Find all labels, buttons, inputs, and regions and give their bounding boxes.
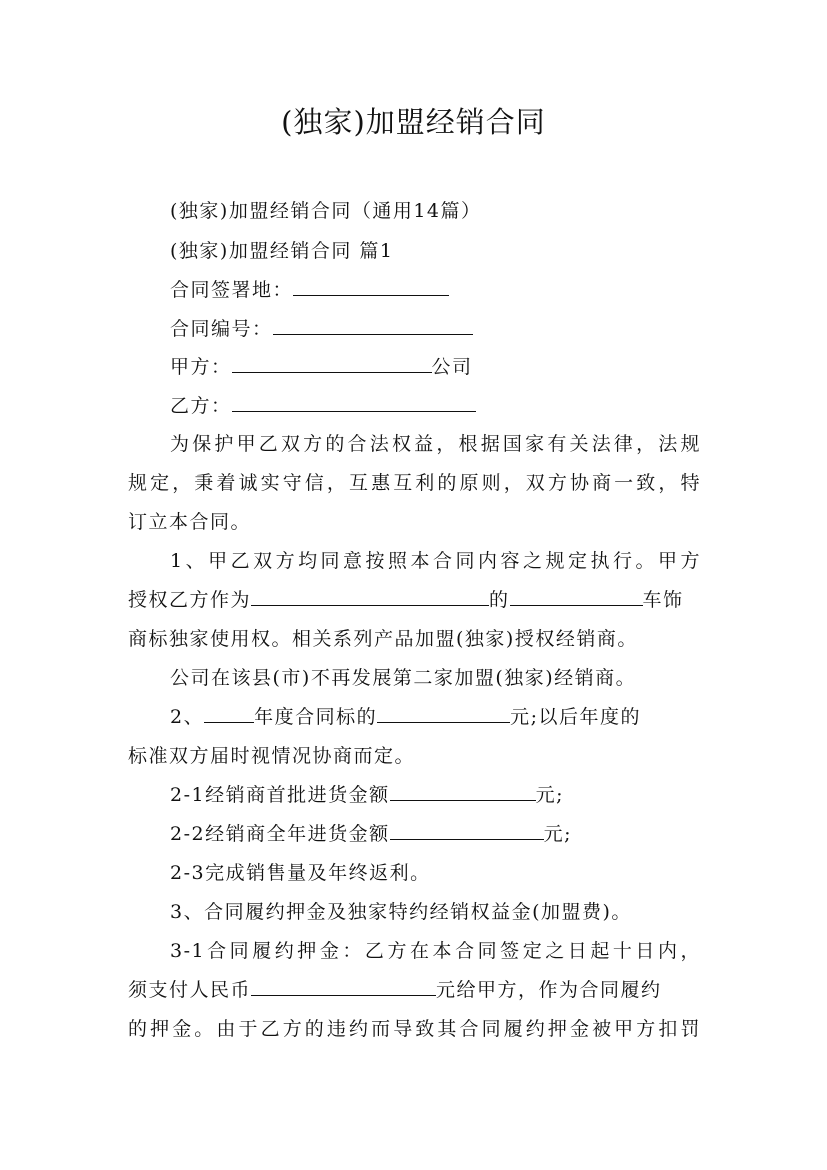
item1-line4: 公司在该县(市)不再发展第二家加盟(独家)经销商。 [170, 667, 637, 689]
section-heading: (独家)加盟经销合同 篇1 [170, 240, 394, 262]
item2-blank-1 [204, 704, 254, 723]
item1-line2-text-a: 授权乙方作为 [128, 589, 252, 611]
item3-1-text-a: 须支付人民币 [128, 979, 252, 1001]
document-title: (独家)加盟经销合同 [281, 105, 546, 139]
party-a-blank [232, 354, 432, 373]
sign-place-line [170, 275, 449, 305]
para1-line2: 规定，秉着诚实守信，互惠互利的原则，双方协商一致，特 [128, 472, 701, 494]
party-a-suffix: 公司 [431, 356, 473, 378]
item3-1-text-b: 元给甲方，作为合同履约 [436, 979, 662, 1001]
item2-2-text: 2-2经销商全年进货金额 [170, 823, 390, 845]
party-b-blank [232, 393, 476, 412]
item2-text-a: 2、 [170, 706, 205, 728]
party-a-line [170, 352, 473, 382]
item2-2-unit: 元; [543, 823, 573, 845]
para1-line1: 为保护甲乙双方的合法权益，根据国家有关法律，法规 [170, 433, 701, 455]
item3-1-blank [251, 977, 436, 996]
item3-line: 3、合同履约押金及独家特约经销权益金(加盟费)。 [170, 901, 632, 923]
item1-blank-2 [510, 587, 643, 606]
item2-line1 [170, 702, 641, 732]
item2-text-b: 年度合同标的 [254, 706, 378, 728]
party-b-line [170, 391, 476, 421]
sign-place-blank [293, 277, 449, 296]
item1-line1: 1、甲乙双方均同意按照本合同内容之规定执行。甲方 [170, 550, 701, 572]
item2-blank-2 [377, 704, 510, 723]
item1-blank-1 [251, 587, 489, 606]
item1-line2-text-b: 的 [489, 589, 510, 611]
party-b-label: 乙方： [170, 395, 232, 417]
contract-no-blank [273, 316, 473, 335]
contract-no-line [170, 314, 473, 344]
item2-3-line: 2-3完成销售量及年终返利。 [170, 862, 431, 884]
party-a-label: 甲方： [170, 356, 232, 378]
item2-line2: 标准双方届时视情况协商而定。 [128, 745, 416, 767]
item2-2-line [170, 819, 572, 849]
subtitle: (独家)加盟经销合同（通用14篇） [170, 200, 482, 222]
item1-line3: 商标独家使用权。相关系列产品加盟(独家)授权经销商。 [128, 628, 638, 650]
item2-text-c: 元;以后年度的 [510, 706, 642, 728]
item3-1-line1: 3-1合同履约押金：乙方在本合同签定之日起十日内， [170, 940, 701, 962]
contract-no-label: 合同编号： [170, 318, 273, 340]
item3-1-line3: 的押金。由于乙方的违约而导致其合同履约押金被甲方扣罚 [128, 1018, 701, 1040]
sign-place-label: 合同签署地： [170, 279, 294, 301]
item3-1-line2 [128, 975, 662, 1005]
item1-line2-text-c: 车饰 [642, 589, 684, 611]
item2-1-unit: 元; [535, 784, 565, 806]
item2-2-blank [390, 821, 544, 840]
para1-line3: 订立本合同。 [128, 511, 252, 533]
item1-line2 [128, 585, 684, 615]
item2-1-blank [390, 782, 536, 801]
item2-1-text: 2-1经销商首批进货金额 [170, 784, 390, 806]
item2-1-line [170, 780, 564, 810]
